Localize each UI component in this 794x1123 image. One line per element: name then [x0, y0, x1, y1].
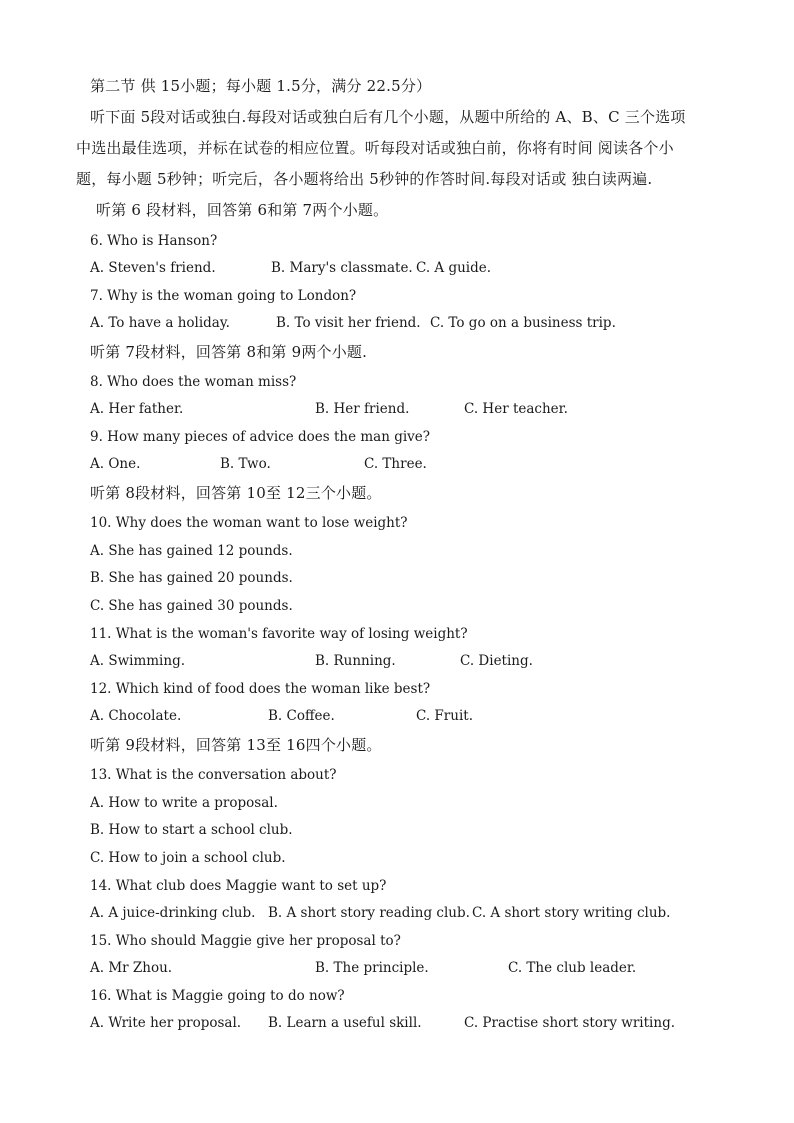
question-15-option-b: B. The principle.	[315, 960, 429, 976]
question-13-option-c: C. How to join a school club.	[90, 850, 286, 866]
question-7-stem: 7. Why is the woman going to London?	[90, 288, 357, 304]
question-12-option-b: B. Coffee.	[268, 708, 335, 724]
question-8-option-a: A. Her father.	[90, 401, 184, 417]
question-14-option-c: C. A short story writing club.	[472, 905, 671, 921]
material-7-instruction: 听第 7段材料，回答第 8和第 9两个小题.	[90, 343, 368, 361]
question-9-option-b: B. Two.	[220, 456, 271, 472]
material-9-instruction: 听第 9段材料，回答第 13至 16四个小题。	[90, 736, 382, 754]
question-12-stem: 12. Which kind of food does the woman like best?	[90, 681, 431, 697]
question-9-option-a: A. One.	[90, 456, 141, 472]
question-15-option-c: C. The club leader.	[508, 960, 637, 976]
question-14-option-b: B. A short story reading club.	[268, 905, 470, 921]
question-10-option-a: A. She has gained 12 pounds.	[90, 543, 293, 559]
instruction-line-2: 中选出最佳选项，并标在试卷的相应位置。听每段对话或独白前，你将有时间 阅读各个小	[76, 139, 674, 157]
question-11-option-b: B. Running.	[315, 653, 396, 669]
question-13-option-b: B. How to start a school club.	[90, 822, 293, 838]
question-11-stem: 11. What is the woman's favorite way of losing weight?	[90, 626, 468, 642]
question-9-option-c: C. Three.	[364, 456, 427, 472]
question-16-option-c: C. Practise short story writing.	[464, 1015, 675, 1031]
question-16-option-a: A. Write her proposal.	[90, 1015, 242, 1031]
question-7-option-c: C. To go on a business trip.	[430, 315, 616, 331]
question-12-option-a: A. Chocolate.	[90, 708, 182, 724]
question-7-option-b: B. To visit her friend.	[276, 315, 421, 331]
question-6-option-c: C. A guide.	[416, 260, 492, 276]
question-6-stem: 6. Who is Hanson?	[90, 233, 218, 249]
question-10-option-c: C. She has gained 30 pounds.	[90, 598, 293, 614]
question-13-stem: 13. What is the conversation about?	[90, 767, 337, 783]
section-header: 第二节 供 15小题；每小题 1.5分，满分 22.5分）	[90, 77, 432, 95]
question-15-option-a: A. Mr Zhou.	[90, 960, 173, 976]
instruction-line-3: 题，每小题 5秒钟；听完后，各小题将给出 5秒钟的作答时间.每段对话或 独白读两遍.	[76, 170, 653, 188]
question-10-option-b: B. She has gained 20 pounds.	[90, 570, 293, 586]
question-8-option-c: C. Her teacher.	[464, 401, 568, 417]
question-16-option-b: B. Learn a useful skill.	[268, 1015, 422, 1031]
material-8-instruction: 听第 8段材料，回答第 10至 12三个小题。	[90, 484, 382, 502]
material-6-instruction: 听第 6 段材料，回答第 6和第 7两个小题。	[96, 201, 389, 219]
question-8-stem: 8. Who does the woman miss?	[90, 374, 297, 390]
question-6-option-b: B. Mary's classmate.	[271, 260, 413, 276]
instruction-line-1: 听下面 5段对话或独白.每段对话或独白后有几个小题，从题中所给的 A、B、C 三个选项	[90, 108, 686, 126]
question-14-stem: 14. What club does Maggie want to set up?	[90, 878, 387, 894]
question-11-option-a: A. Swimming.	[90, 653, 186, 669]
question-10-stem: 10. Why does the woman want to lose weight?	[90, 515, 408, 531]
question-14-option-a: A. A juice-drinking club.	[90, 905, 256, 921]
question-11-option-c: C. Dieting.	[460, 653, 533, 669]
question-16-stem: 16. What is Maggie going to do now?	[90, 988, 345, 1004]
question-8-option-b: B. Her friend.	[315, 401, 410, 417]
question-12-option-c: C. Fruit.	[416, 708, 473, 724]
question-9-stem: 9. How many pieces of advice does the man give?	[90, 429, 431, 445]
question-13-option-a: A. How to write a proposal.	[90, 795, 278, 811]
question-15-stem: 15. Who should Maggie give her proposal to?	[90, 933, 401, 949]
question-7-option-a: A. To have a holiday.	[90, 315, 230, 331]
question-6-option-a: A. Steven's friend.	[90, 260, 216, 276]
